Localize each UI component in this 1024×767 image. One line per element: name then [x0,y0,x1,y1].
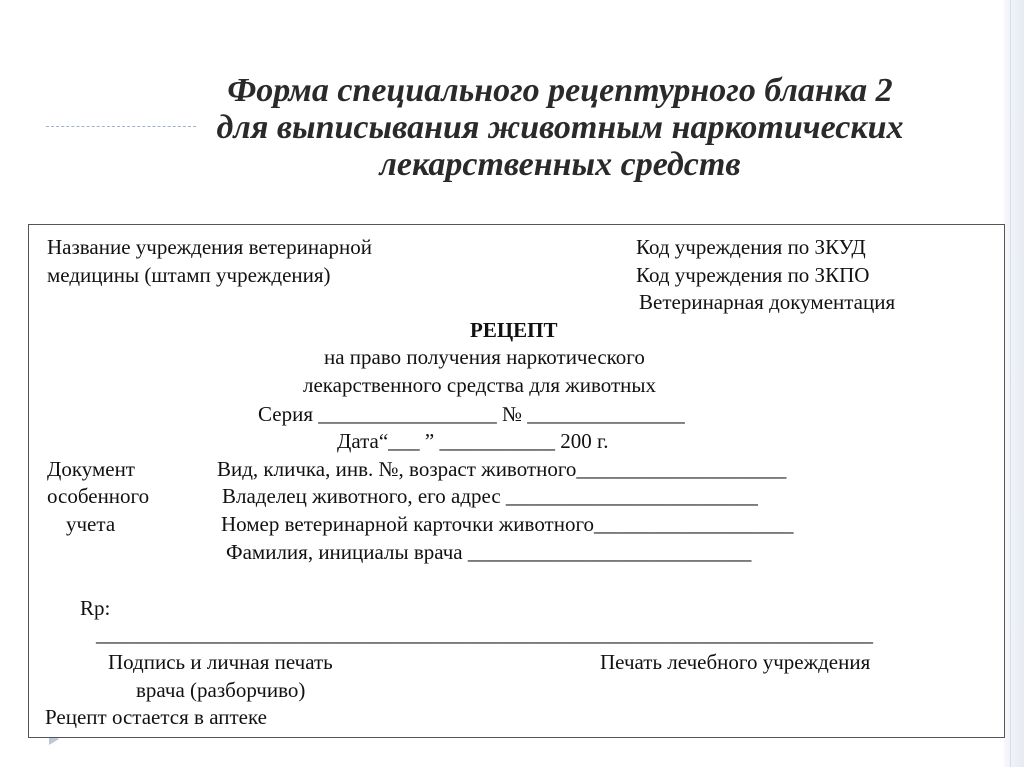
institution-name-line-2: медицины (штамп учреждения) [47,263,331,287]
form-subheading-line-2: лекарственного средства для животных [303,373,657,397]
document-label-2: особенного [47,484,150,508]
title-line-3: лекарственных средств [379,146,741,183]
document-label-3: учета [66,512,116,536]
animal-info-field: Вид, кличка, инв. №, возраст животного____________________ [217,457,787,481]
series-number-field: Серия _________________ № _______________ [258,402,685,426]
rp-blank-line: __________________________________________________________________________ [96,622,873,646]
form-heading: РЕЦЕПТ [470,318,558,342]
slide-title [100,72,1020,183]
vet-card-number-field: Номер ветеринарной карточки животного___________________ [221,512,794,536]
code-zkud: Код учреждения по ЗКУД [636,235,866,259]
date-field: Дата“___ ” ___________ 200 г. [337,429,609,453]
document-label-1: Документ [47,457,135,481]
signature-label-line-2: врача (разборчиво) [136,678,306,702]
footer-note: Рецепт остается в аптеке [45,705,267,729]
rp-label: Rp: [80,596,111,620]
title-line-1: Форма специального рецептурного бланка 2 [227,72,893,109]
code-zkpo: Код учреждения по ЗКПО [636,263,870,287]
form-subheading-line-1: на право получения наркотического [324,345,645,369]
clinic-stamp-label: Печать лечебного учреждения [600,650,871,674]
institution-name-line-1: Название учреждения ветеринарной [47,235,372,259]
owner-address-field: Владелец животного, его адрес ________________________ [222,484,758,508]
title-line-2: для выписывания животным наркотических [216,109,904,146]
signature-label-line-1: Подпись и личная печать [108,650,333,674]
doctor-name-field: Фамилия, инициалы врача ___________________________ [226,540,752,564]
vet-documentation: Ветеринарная документация [639,290,896,314]
